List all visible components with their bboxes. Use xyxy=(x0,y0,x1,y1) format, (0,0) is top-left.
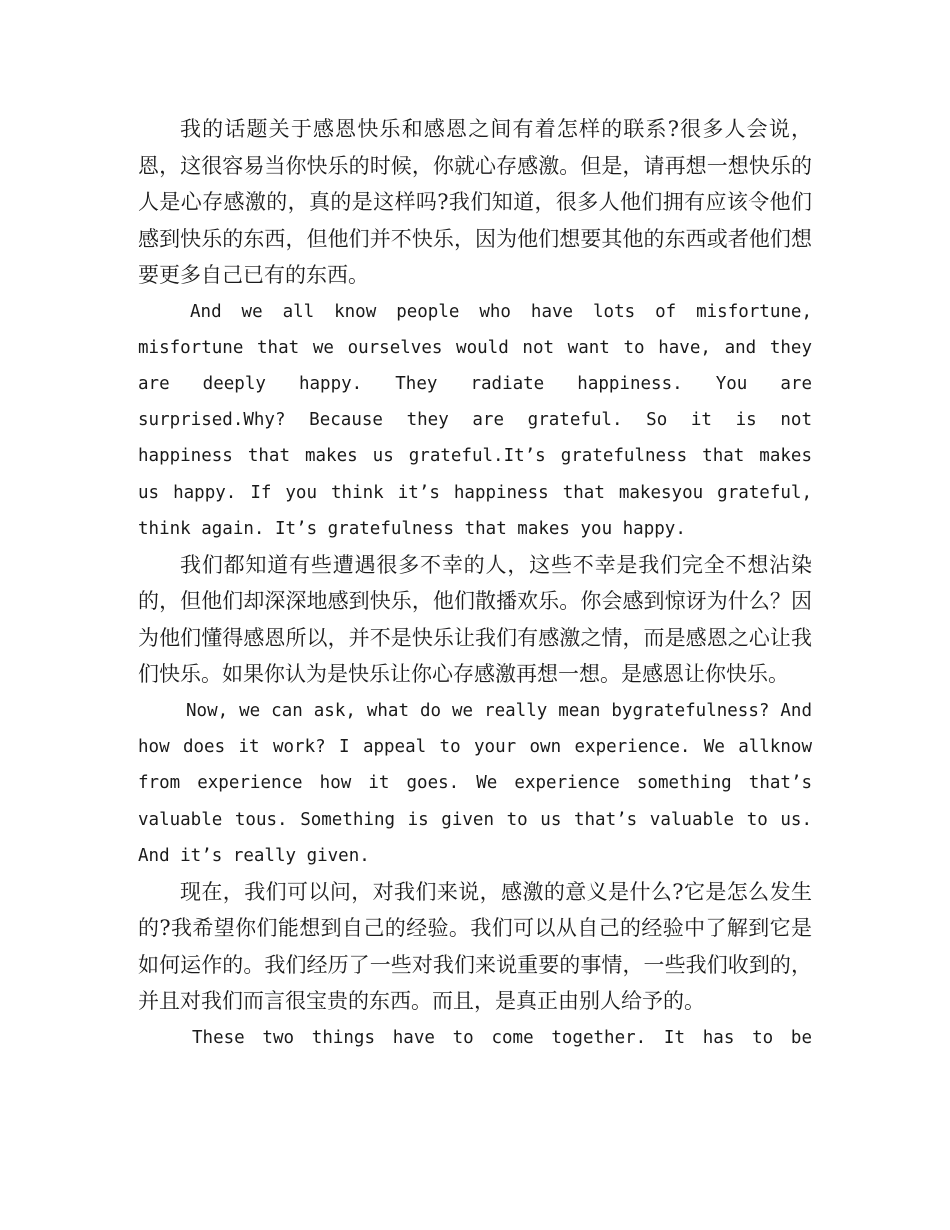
paragraph-en-2: Now, we can ask, what do we really mean bygratefulness? And how does it work? I appeal to your own experience. We allknow from experience how it goes. We experience something that’s valuable tous. Something is given to us that’s valuable to us. And it’s really given. xyxy=(138,700,812,866)
paragraph-en-1: And we all know people who have lots of misfortune, misfortune that we ourselves would not want to have, and they are deeply happy. They radiate happiness. You are surprised.Why? Because they are grateful. So it is not happiness that makes us grateful.It’s gratefulness that makes us happy. If you think it’s happiness that makesyou grateful, think again. It’s gratefulness that makes you happy. xyxy=(138,301,812,539)
paragraph-en-3: These two things have to come together. It has to be xyxy=(192,1027,812,1048)
paragraph-zh-2: 我们都知道有些遭遇很多不幸的人，这些不幸是我们完全不想沾染的，但他们却深深地感到快乐，他们散播欢乐。你会感到惊讶为什么？因为他们懂得感恩所以，并不是快乐让我们有感激之情，而是感恩之心让我们快乐。如果你认为是快乐让你心存感激再想一想。是感恩让你快乐。 xyxy=(138,552,812,687)
paragraph-zh-1: 我的话题关于感恩快乐和感恩之间有着怎样的联系?很多人会说，恩，这很容易当你快乐的时候，你就心存感激。但是，请再想一想快乐的人是心存感激的，真的是这样吗?我们知道，很多人他们拥有应该令他们感到快乐的东西，但他们并不快乐，因为他们想要其他的东西或者他们想要更多自己已有的东西。 xyxy=(138,117,812,287)
document-body xyxy=(138,111,812,1056)
paragraph-zh-3: 现在，我们可以问，对我们来说，感激的意义是什么?它是怎么发生的?我希望你们能想到自己的经验。我们可以从自己的经验中了解到它是如何运作的。我们经历了一些对我们来说重要的事情，一些我们收到的，并且对我们而言很宝贵的东西。而且，是真正由别人给予的。 xyxy=(138,879,812,1014)
